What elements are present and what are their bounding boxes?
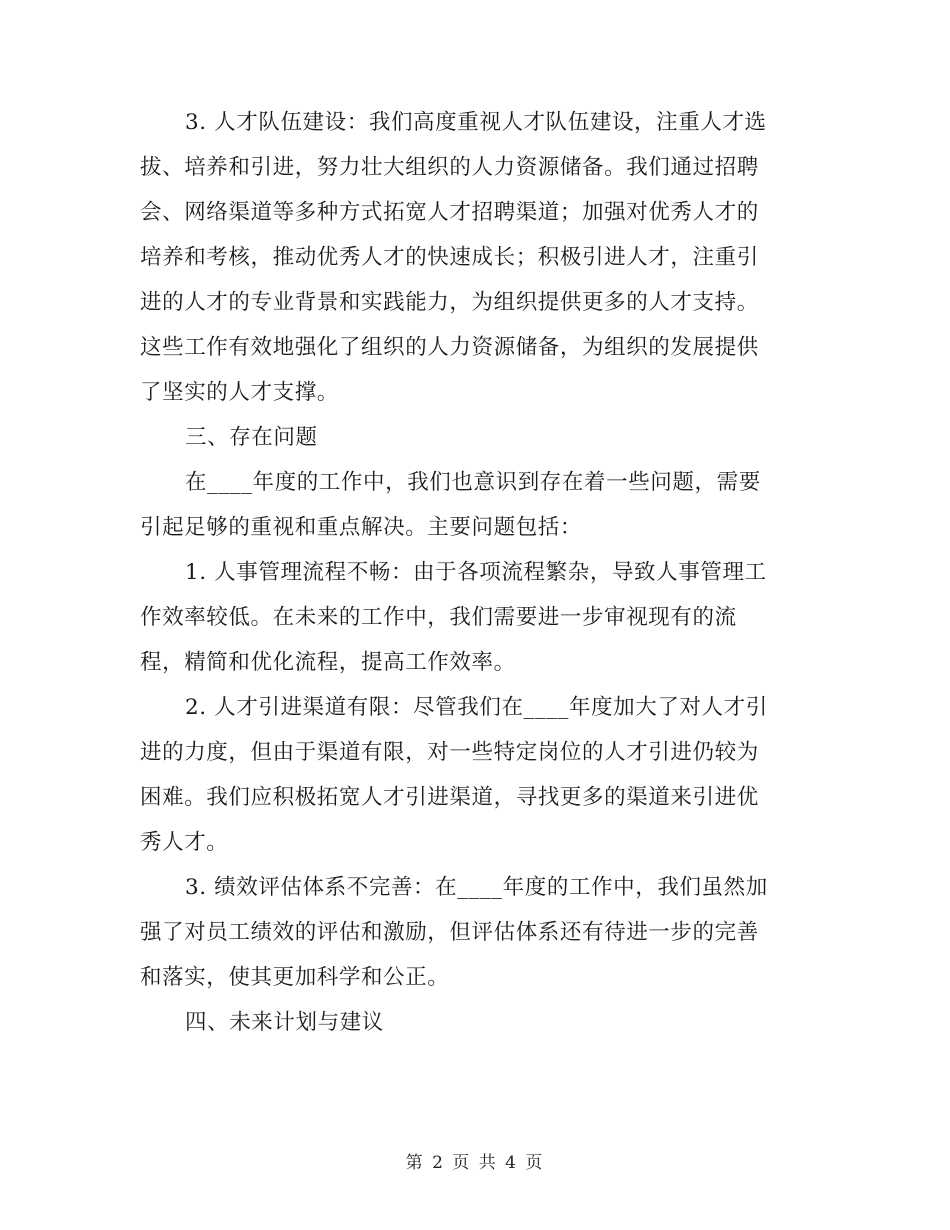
paragraph-problem-3-line-2: 强了对员工绩效的评估和激励，但评估体系还有待进一步的完善: [140, 920, 759, 945]
paragraph-problem-1-line-2: 作效率较低。在未来的工作中，我们需要进一步审视现有的流: [140, 605, 737, 630]
paragraph-problem-2-line-2: 进的力度，但由于渠道有限，对一些特定岗位的人才引进仍较为: [140, 740, 759, 765]
section-heading-problems: 三、存在问题: [185, 425, 318, 450]
paragraph-problem-3-line-3: 和落实，使其更加科学和公正。: [140, 965, 450, 990]
paragraph-talent-team-line-3: 会、网络渠道等多种方式拓宽人才招聘渠道；加强对优秀人才的: [140, 200, 759, 225]
paragraph-problem-2-line-1: 2. 人才引进渠道有限：尽管我们在____年度加大了对人才引: [185, 695, 768, 720]
paragraph-talent-team-line-7: 了坚实的人才支撑。: [140, 380, 339, 405]
section-heading-future-plans: 四、未来计划与建议: [185, 1010, 384, 1035]
paragraph-talent-team-line-5: 进的人才的专业背景和实践能力，为组织提供更多的人才支持。: [140, 290, 759, 315]
paragraph-problem-3-line-1: 3. 绩效评估体系不完善：在____年度的工作中，我们虽然加: [185, 875, 768, 900]
paragraph-problems-intro-line-1: 在____年度的工作中，我们也意识到存在着一些问题，需要: [185, 470, 761, 495]
paragraph-talent-team-line-1: 3. 人才队伍建设：我们高度重视人才队伍建设，注重人才选: [185, 110, 767, 135]
paragraph-problem-2-line-3: 困难。我们应积极拓宽人才引进渠道，寻找更多的渠道来引进优: [140, 785, 759, 810]
paragraph-problem-1-line-3: 程，精简和优化流程，提高工作效率。: [140, 650, 516, 675]
paragraph-talent-team-line-6: 这些工作有效地强化了组织的人力资源储备，为组织的发展提供: [140, 335, 759, 360]
paragraph-talent-team-line-2: 拔、培养和引进，努力壮大组织的人力资源储备。我们通过招聘: [140, 155, 759, 180]
paragraph-problem-2-line-4: 秀人才。: [140, 830, 229, 855]
paragraph-problem-1-line-1: 1. 人事管理流程不畅：由于各项流程繁杂，导致人事管理工: [185, 560, 767, 585]
paragraph-talent-team-line-4: 培养和考核，推动优秀人才的快速成长；积极引进人才，注重引: [140, 245, 759, 270]
document-body: [140, 100, 812, 1045]
page-number-footer: 第 2 页 共 4 页: [405, 1153, 545, 1173]
paragraph-problems-intro-line-2: 引起足够的重视和重点解决。主要问题包括：: [140, 515, 583, 540]
